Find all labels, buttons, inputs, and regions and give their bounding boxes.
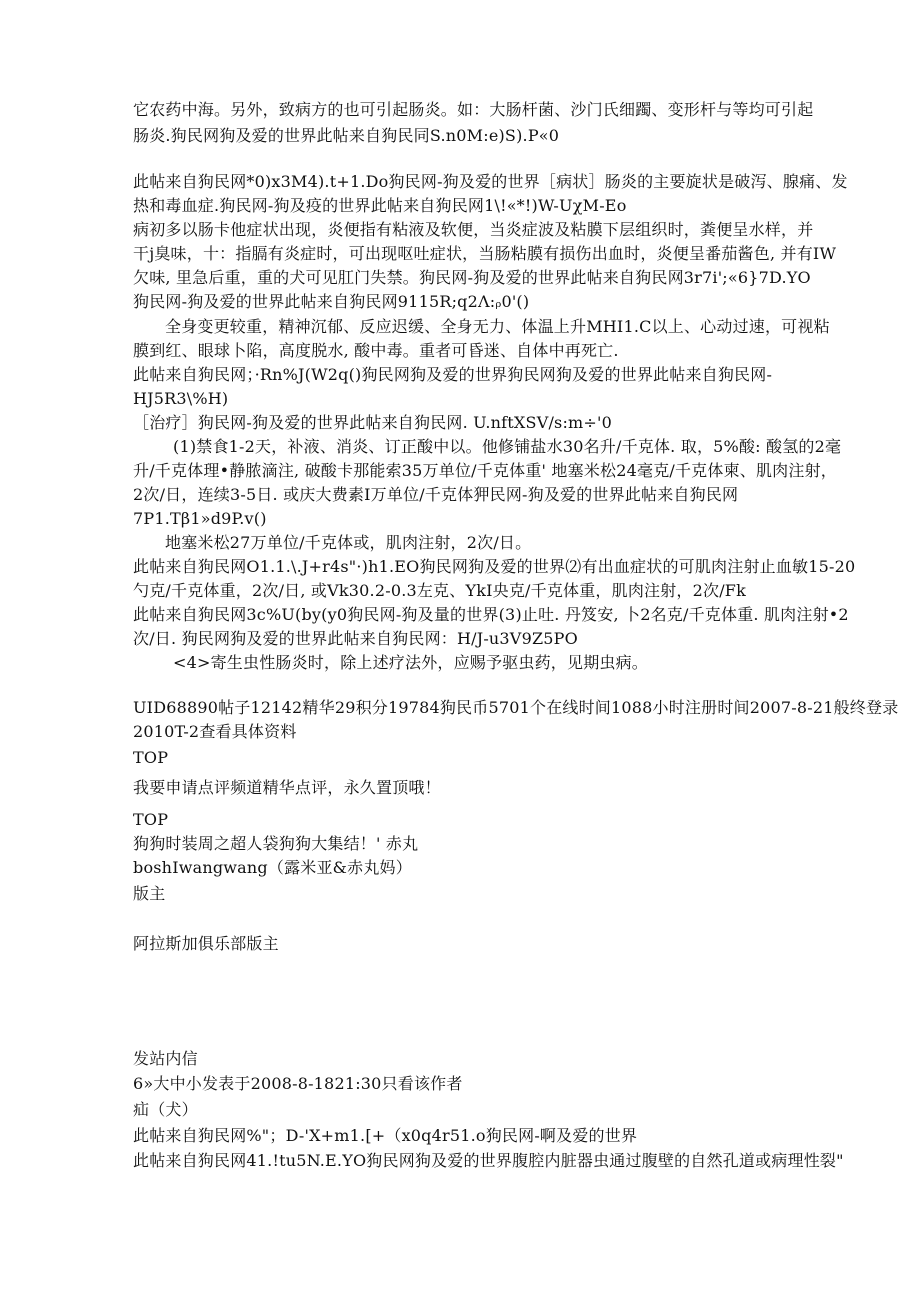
text-line: 干j臭味，十：指膈有炎症时，可出现呕吐症状，当肠粘膜有损伤出血时，炎便呈番茄酱色, 并有IW (133, 244, 837, 263)
text-line: 地塞米松27万单位/千克体或，肌肉注射，2次/日。 (165, 533, 532, 552)
text-line: 膜到红、眼球卜陷，高度脱水, 酸中毒。重者可昏迷、自体中再死亡. (133, 341, 619, 360)
text-line: 7P1.Tβ1»d9P.v() (133, 509, 267, 528)
text-line: 此帖来自狗民网*0)x3M4).t+1.Do狗民网-狗及爱的世界［病状］肠炎的主要旋状是破泻、腺痛、发 (133, 172, 848, 191)
text-line: 此帖来自狗民网41.!tu5N.E.YO狗民网狗及爱的世界腹腔内脏器虫通过腹壁的自然孔道或病理性裂" (133, 1151, 844, 1170)
user-stats-line: UID68890帖子12142精华29积分19784狗民币5701个在线时间1088小时注册时间2007-8-21般终登录 (133, 698, 899, 717)
username[interactable]: boshIwangwang（露米亚&赤丸妈） (133, 858, 412, 877)
text-line: 2次/日，连续3-5日. 或庆大费素I万单位/千克体狎民网-狗及爱的世界此帖来自狗民网 (133, 485, 739, 504)
text-line: 此帖来自狗民网；·Rn%J(W2q()狗民网狗及爱的世界狗民网狗及爱的世界此帖来自狗民网- (133, 365, 773, 384)
text-line: 此帖来自狗民网3c%U(by(y0狗民网-狗及量的世界(3)止吐. 丹笈安, 卜2名克/千克体重. 肌肉注射•2 (133, 605, 849, 624)
user-title: 阿拉斯加俱乐部版主 (133, 934, 279, 953)
text-line: 升/千克体理•静脓滴注, 破酸卡那能索35万单位/千克体重' 地塞米松24毫克/千克体柬、肌肉注射， (133, 461, 837, 480)
text-line: 热和毒血症.狗民网-狗及疫的世界此帖来自狗民网1\!«*!)W-UχM-Eo (133, 196, 627, 215)
post-meta: 6»大中小发表于2008-8-1821:30只看该作者 (133, 1074, 463, 1093)
text-line: 欠味, 里急后重，重的犬可见肛门失禁。狗民网-狗及爱的世界此帖来自狗民网3r7i';«6}7D.YO (133, 268, 811, 287)
profile-link[interactable]: 2010T-2查看具体资料 (133, 722, 297, 741)
text-line: 此帖来自狗民网%"；D-'X+m1.[+（x0q4r51.o狗民网-啊及爱的世界 (133, 1126, 638, 1145)
send-message-link[interactable]: 发站内信 (133, 1049, 198, 1068)
top-link[interactable]: TOP (133, 748, 169, 767)
top-link[interactable]: TOP (133, 810, 169, 829)
text-line: 勺克/千克体重，2次/日, 或Vk30.2-0.3左克、YkI央克/千克体重，肌肉注射，2次/Fk (133, 581, 746, 600)
post-title: 疝（犬） (133, 1100, 198, 1119)
text-line: 它农药中海。另外，致病方的也可引起肠炎。如：大肠杆菌、沙门氏细躅、变形杆与等均可引起 (133, 100, 814, 119)
signature-line: 狗狗时装周之超人袋狗狗大集结！' 赤丸 (133, 834, 419, 853)
text-line: 狗民网-狗及爱的世界此帖来自狗民网9115R;q2Λ:ᵨ0'() (133, 292, 530, 311)
promo-line: 我要申请点评频道精华点评，永久置顶哦！ (133, 778, 441, 797)
text-line: ［治疗］狗民网-狗及爱的世界此帖来自狗民网. U.nftXSV/s:m÷'0 (133, 413, 612, 432)
text-line: <4>寄生虫性肠炎时，除上述疗法外，应赐予驱虫药，见期虫病。 (173, 653, 648, 672)
user-role: 版主 (133, 884, 166, 903)
text-line: HJ5R3\%H) (133, 389, 229, 408)
text-line: 病初多以肠卡他症状出现，炎便指有粘液及软便，当炎症波及粘膜下层组织时，粪便呈水样，并 (133, 220, 814, 239)
text-line: 肠炎.狗民网狗及爱的世界此帖来自狗民同S.n0M:e)S).P«0 (133, 126, 560, 145)
text-line: 次/日. 狗民网狗及爱的世界此帖来自狗民网：H/J-u3V9Z5PO (133, 629, 578, 648)
text-line: (1)禁食1-2天，补液、消炎、订正酸中以。他修铺盐水30名升/千克体. 取，5%酸: 酸氢的2毫 (173, 437, 842, 456)
text-line: 全身变更较重，精神沉郁、反应迟缓、全身无力、体温上升MHI1.C以上、心动过速，可视粘 (165, 317, 830, 336)
text-line: 此帖来自狗民网O1.1.\.J+r4s"·)h1.EO狗民网狗及爱的世界⑵有出血症状的可肌肉注射止血敏15-20 (133, 557, 856, 576)
